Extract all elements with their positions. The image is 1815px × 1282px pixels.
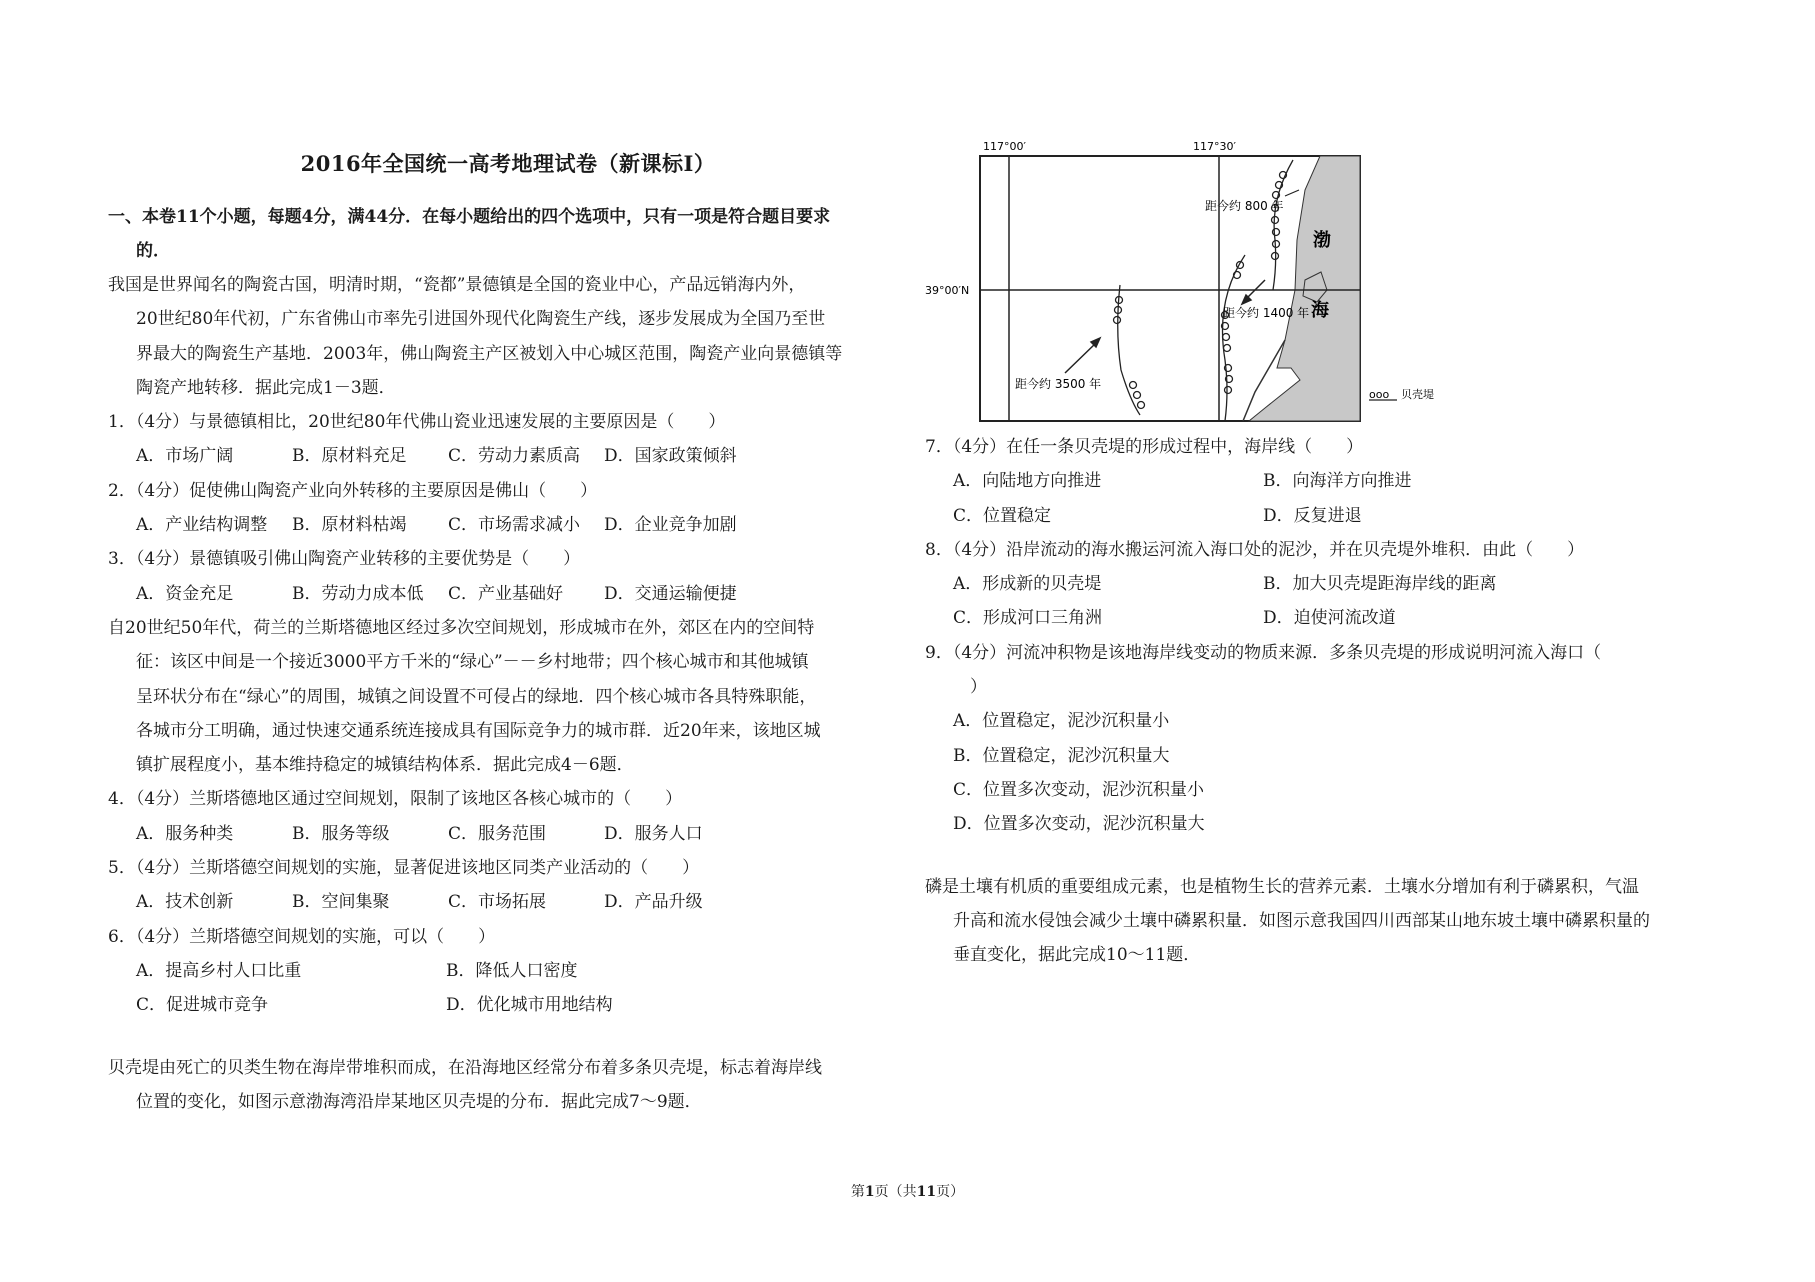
option-c: C．促进城市竞争 <box>136 995 269 1016</box>
shell-ridge-map <box>925 130 1485 430</box>
option-b: B．向海洋方向推进 <box>1263 471 1412 492</box>
option-d: D．反复进退 <box>1263 505 1362 526</box>
footer-suffix: 页） <box>936 1184 965 1200</box>
question-6-options-row1 <box>136 954 908 988</box>
option-d: D．国家政策倾斜 <box>604 446 737 467</box>
option-a: A．资金充足 <box>136 583 234 604</box>
passage-randstad <box>108 611 908 782</box>
question-7-stem: 7．（4分）在任一条贝壳堤的形成过程中，海岸线（ ） <box>925 437 1364 457</box>
option-b: B．位置稳定，泥沙沉积量大 <box>953 745 1170 766</box>
passage-phosphorus <box>925 870 1725 973</box>
question-5-options <box>136 885 908 919</box>
question-9-stem-line2: ） <box>970 677 987 698</box>
option-c: C．位置稳定 <box>953 505 1052 526</box>
passage-line: 我国是世界闻名的陶瓷古国，明清时期，“瓷都”景德镇是全国的瓷业中心，产品远销海内外， <box>108 275 806 295</box>
option-b: B．原材料充足 <box>292 446 407 467</box>
footer-page-number: 1 <box>864 1184 875 1200</box>
passage-line: 征：该区中间是一个接近3000平方千米的“绿心”－－乡村地带；四个核心城市和其他城镇 <box>136 652 809 673</box>
passage-line: 20世纪80年代初，广东省佛山市率先引进国外现代化陶瓷生产线，逐步发展成为全国乃至世 <box>136 309 826 330</box>
option-b: B．降低人口密度 <box>446 960 578 981</box>
section-heading-line2: 的． <box>136 241 170 261</box>
footer-prefix: 第 <box>850 1184 865 1200</box>
question-8-options-row1 <box>953 567 1725 601</box>
option-a: A．向陆地方向推进 <box>953 471 1102 492</box>
passage-line: 镇扩展程度小，基本维持稳定的城镇结构体系．据此完成4－6题． <box>136 755 634 776</box>
option-a: A．市场广阔 <box>136 446 234 467</box>
question-9-stem-line1: 9．（4分）河流冲积物是该地海岸线变动的物质来源．多条贝壳堤的形成说明河流入海口（ <box>925 642 1602 663</box>
passage-line: 贝壳堤由死亡的贝类生物在海岸带堆积而成，在沿海地区经常分布着多条贝壳堤，标志着海岸线 <box>108 1057 822 1078</box>
option-c: C．市场需求减小 <box>448 515 581 536</box>
passage-line: 各城市分工明确，通过快速交通系统连接成具有国际竞争力的城市群．近20年来，该地区城 <box>136 720 821 741</box>
passage-line: 垂直变化，据此完成10～11题． <box>953 945 1201 966</box>
right-column <box>925 430 1725 972</box>
question-7-options-row2 <box>953 499 1725 533</box>
option-c: C．产业基础好 <box>448 583 564 604</box>
passage-line: 升高和流水侵蚀会减少土壤中磷累积量．如图示意我国四川西部某山地东坡土壤中磷累积量的 <box>953 910 1650 931</box>
passage-line: 自20世纪50年代，荷兰的兰斯塔德地区经过多次空间规划，形成城市在外，郊区在内的空间特 <box>108 617 815 638</box>
lon-label-2: 117°30′ <box>1193 140 1236 153</box>
option-d: D．服务人口 <box>604 823 703 844</box>
option-a: A．提高乡村人口比重 <box>136 960 302 981</box>
option-b: B．加大贝壳堤距海岸线的距离 <box>1263 574 1497 595</box>
page-footer <box>0 1181 1815 1201</box>
lat-label: 39°00′N <box>925 284 970 297</box>
question-9-stem <box>925 636 1725 705</box>
passage-shell-ridge <box>108 1051 908 1120</box>
question-2-options <box>136 508 908 542</box>
question-3-stem: 3．（4分）景德镇吸引佛山陶瓷产业转移的主要优势是（ ） <box>108 549 581 570</box>
question-8-stem: 8．（4分）沿岸流动的海水搬运河流入海口处的泥沙，并在贝壳堤外堆积．由此（ ） <box>925 539 1585 560</box>
question-2-stem: 2．（4分）促使佛山陶瓷产业向外转移的主要原因是佛山（ ） <box>108 480 598 501</box>
label-1400: 距今约 1400 年 <box>1223 306 1310 320</box>
option-b: B．空间集聚 <box>292 892 390 913</box>
spacer <box>925 842 1725 870</box>
question-1-stem: 1．（4分）与景德镇相比，20世纪80年代佛山瓷业迅速发展的主要原因是（ ） <box>108 412 726 433</box>
page-title: 2016年全国统一高考地理试卷（新课标Ⅰ） <box>300 151 716 176</box>
question-7-options-row1 <box>953 464 1725 498</box>
option-a: A．位置稳定，泥沙沉积量小 <box>953 711 1170 732</box>
question-1-options <box>136 439 908 473</box>
footer-mid: 页（共 <box>874 1184 917 1200</box>
option-b: B．原材料枯竭 <box>292 515 407 536</box>
option-c: C．位置多次变动，泥沙沉积量小 <box>953 779 1205 800</box>
question-5-stem: 5．（4分）兰斯塔德空间规划的实施，显著促进该地区同类产业活动的（ ） <box>108 858 700 879</box>
option-a: A．技术创新 <box>136 892 234 913</box>
passage-ceramics <box>108 268 908 405</box>
legend-symbol: ooo <box>1369 388 1390 401</box>
option-d: D．企业竞争加剧 <box>604 515 737 536</box>
option-d: D．交通运输便捷 <box>604 583 737 604</box>
footer-total-pages: 11 <box>916 1184 937 1200</box>
option-d: D．位置多次变动，泥沙沉积量大 <box>953 814 1205 835</box>
option-d: D．产品升级 <box>604 892 703 913</box>
sea-label-1: 渤 <box>1313 230 1331 251</box>
option-c: C．服务范围 <box>448 823 547 844</box>
lon-label-1: 117°00′ <box>983 140 1026 153</box>
option-a: A．产业结构调整 <box>136 515 268 536</box>
label-800: 距今约 800 年 <box>1205 199 1284 213</box>
question-6-options-row2 <box>136 988 908 1022</box>
question-4-options <box>136 817 908 851</box>
option-a: A．服务种类 <box>136 823 234 844</box>
option-d: D．优化城市用地结构 <box>446 995 613 1016</box>
option-c: C．劳动力素质高 <box>448 446 581 467</box>
passage-line: 呈环状分布在“绿心”的周围，城镇之间设置不可侵占的绿地．四个核心城市各具特殊职能， <box>136 686 817 707</box>
question-8-options-row2 <box>953 601 1725 635</box>
spacer <box>108 1023 908 1051</box>
question-3-options <box>136 577 908 611</box>
left-column <box>108 148 908 1119</box>
passage-line: 位置的变化，如图示意渤海湾沿岸某地区贝壳堤的分布．据此完成7～9题． <box>136 1091 702 1112</box>
label-3500: 距今约 3500 年 <box>1015 377 1102 391</box>
legend-label: 贝壳堤 <box>1401 388 1434 401</box>
passage-line: 磷是土壤有机质的重要组成元素，也是植物生长的营养元素．土壤水分增加有利于磷累积，气温 <box>925 876 1639 897</box>
passage-line: 界最大的陶瓷生产基地．2003年，佛山陶瓷主产区被划入中心城区范围，陶瓷产业向景德镇等 <box>136 343 843 364</box>
option-b: B．劳动力成本低 <box>292 583 424 604</box>
option-c: C．市场拓展 <box>448 892 547 913</box>
question-4-stem: 4．（4分）兰斯塔德地区通过空间规划，限制了该地区各核心城市的（ ） <box>108 789 683 810</box>
option-a: A．形成新的贝壳堤 <box>953 574 1102 595</box>
option-d: D．迫使河流改道 <box>1263 608 1396 629</box>
sea-label-2: 海 <box>1311 300 1329 321</box>
section-heading-line1: 一、本卷11个小题，每题4分，满44分．在每小题给出的四个选项中，只有一项是符合题目要求 <box>108 207 831 227</box>
section-heading <box>108 200 908 268</box>
option-b: B．服务等级 <box>292 823 390 844</box>
option-c: C．形成河口三角洲 <box>953 608 1103 629</box>
question-6-stem: 6．（4分）兰斯塔德空间规划的实施，可以（ ） <box>108 926 496 947</box>
passage-line: 陶瓷产地转移．据此完成1－3题． <box>136 377 396 398</box>
